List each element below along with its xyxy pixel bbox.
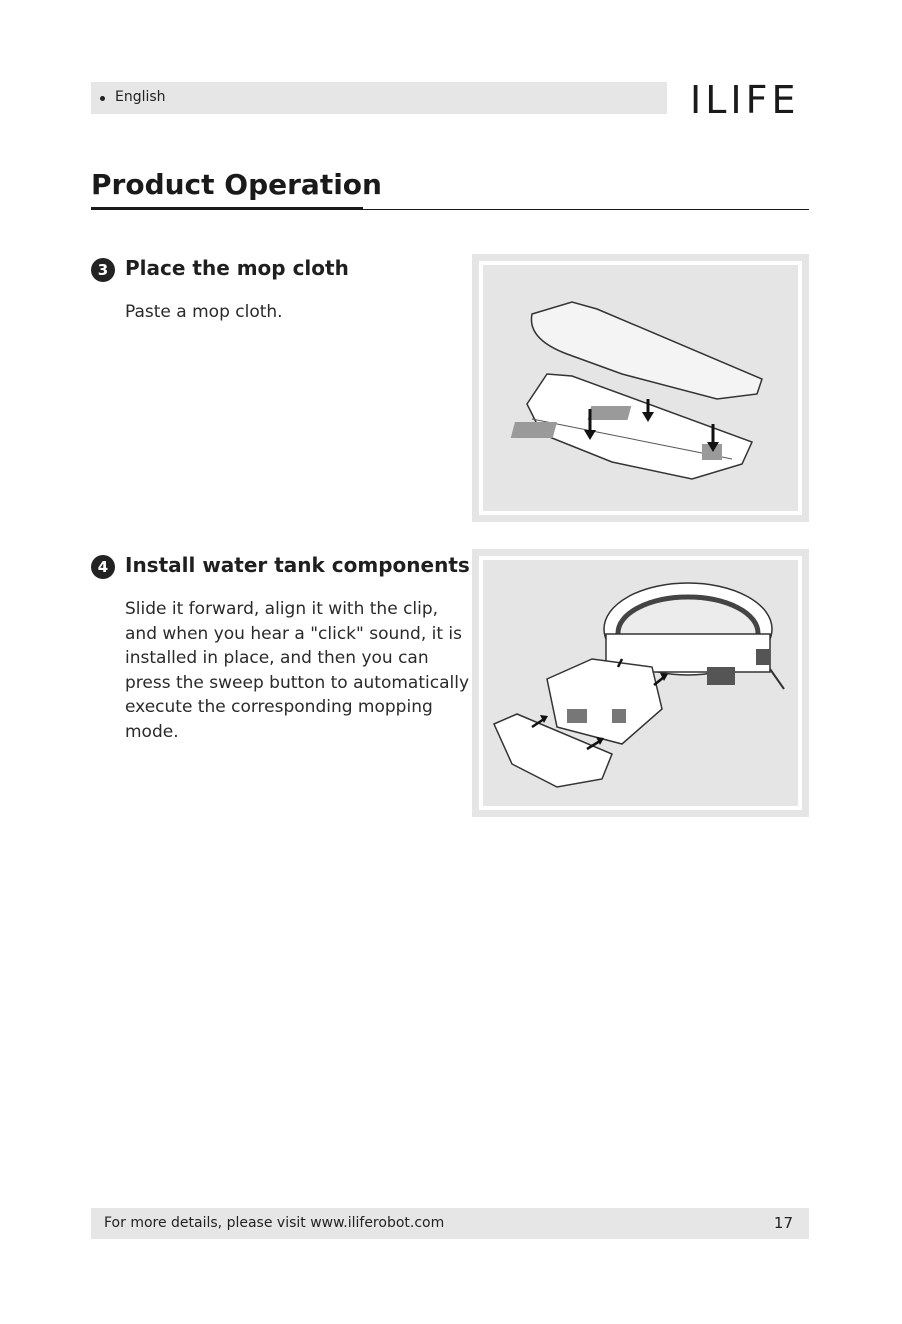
mop-cloth-diagram-icon [472, 254, 809, 522]
water-tank-illustration [472, 549, 809, 817]
title-underline [91, 207, 363, 210]
step-title-4: Install water tank components [125, 553, 470, 577]
step-title-3: Place the mop cloth [125, 256, 349, 280]
language-label: English [115, 89, 166, 105]
page-number: 17 [773, 1214, 793, 1232]
header-bar [91, 82, 667, 114]
mop-cloth-illustration [472, 254, 809, 522]
page-title: Product Operation [91, 168, 382, 201]
step-text-3: Paste a mop cloth. [125, 302, 283, 322]
brand-logo: ILIFE [690, 78, 800, 122]
bullet-icon [100, 96, 105, 101]
water-tank-diagram-icon [472, 549, 809, 817]
step-text-4: Slide it forward, align it with the clip, and when you hear a "click" sound, it is installed in place, and then you can press the sweep button to automatically execute the corresponding mopping mode. [125, 599, 470, 742]
step-number-3: 3 [91, 258, 115, 282]
footer-link-text: For more details, please visit www.iliferobot.com [104, 1215, 445, 1231]
footer-bar [91, 1208, 809, 1239]
step-number-4: 4 [91, 555, 115, 579]
